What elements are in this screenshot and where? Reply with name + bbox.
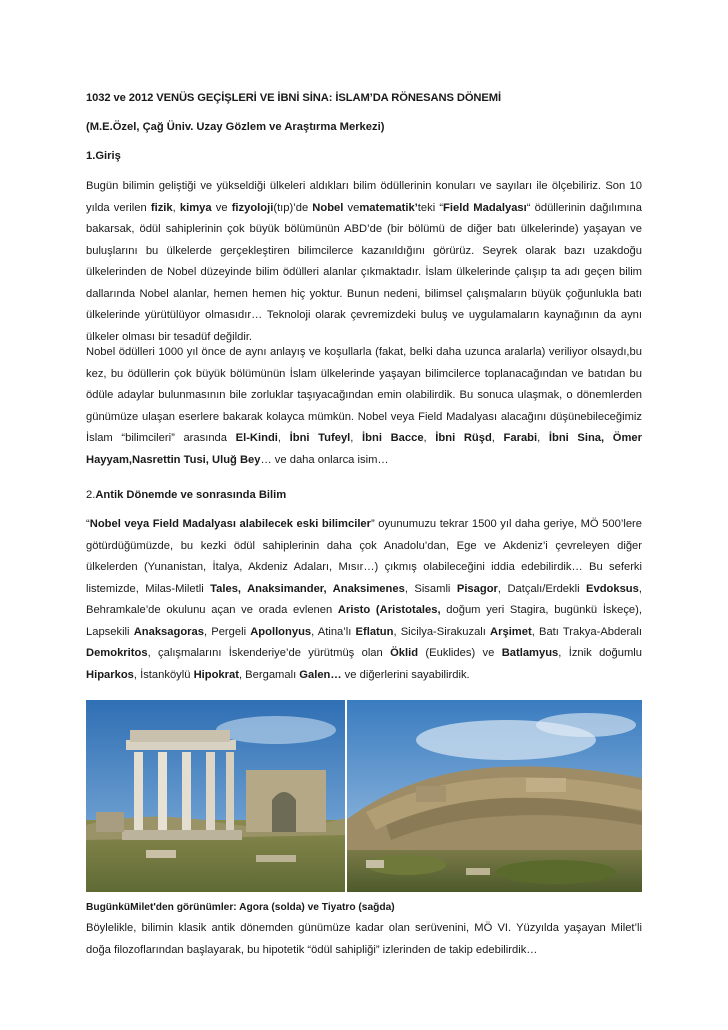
text-run: , xyxy=(350,432,363,444)
bold-run: İbni Tufeyl xyxy=(289,432,351,444)
text-run: , xyxy=(491,432,504,444)
text-run: … ve daha onlarca isim… xyxy=(260,453,389,466)
text-run: ” oyunumuzu tekrar 1500 yıl daha geriye, MÖ 500’lere götürdüğümüzde, bu kezki ödül sahiplerinin daha çok Anadolu’dan, Ege ve Akdeniz’i çevreleyen diğer ülkelerden (Yunanistan, İtalya, Akdeniz Adaları, Mısır…) çıkmış olabileceğini iddia edebilirdik… Bu seferki listemizde, Milas-Miletli xyxy=(86,518,642,595)
bold-run: Nobel xyxy=(312,201,344,214)
text-run: , Sisamli xyxy=(404,582,457,595)
paragraph-4 xyxy=(86,918,642,961)
text-run: , xyxy=(423,432,436,444)
bold-run: Batlamyus xyxy=(501,647,559,659)
bold-run: Galen… xyxy=(299,668,342,681)
text-run: , Sicilya-Sirakuzalı xyxy=(393,625,491,638)
author-line: (M.E.Özel, Çağ Üniv. Uzay Gözlem ve Araştırma Merkezi) xyxy=(86,121,385,133)
text-run: “ ödüllerinin dağılımına bakarsak, ödül sahiplerinin çok büyük bölümünün ABD’de (bir bölümü de diğer batı ülkelerinde) yaşayan ve buluşlarını bu ülkelerde gerçekleştiren bilimcilerce kazanıldığını görürüz. Seyrek olarak bazı uzakdoğu ülkelerinden de Nobel düzeyinde bilim ödülleri alanlar çıkmaktadır. İslam ülkelerinde çalışıp ta adı geçen bilim dallarında Nobel alanlar, hemen hemen hiç yoktur. Bunun nedeni, bilimsel çalışmaların büyük çoğunlukla batı ülkelerinde yürütülüyor olmasıdır… Teknoloji olarak çevremizdeki buluş ve uygulamaların kaynağının da aynı ülkeler olması bir tesadüf değildir. xyxy=(86,201,642,343)
bold-run: Pisagor xyxy=(456,582,498,595)
text-run: Bugün bilimin geliştiği ve yükseldiği ülkeleri aldıkları bilim ödüllerinin konuları ve sayıları ile ölçebiliriz. Son 10 yılda verilen xyxy=(86,180,642,214)
bold-run: kimya xyxy=(179,201,212,214)
bold-run: İbni Rüşd xyxy=(435,432,492,444)
bold-run: El-Kindi xyxy=(235,432,278,444)
text-run: , İznik doğumlu xyxy=(558,647,642,659)
bold-run: Evdoksus xyxy=(586,582,639,595)
text-run: , çalışmalarını İskenderiye’de yürütmüş olan xyxy=(147,647,391,659)
paragraph-1 xyxy=(86,176,642,348)
bold-run: Apollonyus xyxy=(250,625,312,638)
bold-run: fizyoloji xyxy=(231,201,274,214)
bold-run: Öklid xyxy=(390,647,419,659)
bold-run: Hipokrat xyxy=(193,668,239,681)
bold-run: Aristo (Aristotales, xyxy=(337,604,441,616)
text-run: , İstanköylü xyxy=(133,668,194,681)
photo-caption: BugünküMilet'den görünümler: Agora (solda) ve Tiyatro (sağda) xyxy=(86,902,395,913)
bold-run: Eflatun xyxy=(355,625,394,638)
bold-run: Hiparkos xyxy=(86,668,134,681)
text-run: Nobel ödülleri 1000 yıl önce de aynı anlayış ve koşullarla (fakat, belki daha uzunca aralarla) veriliyor olsaydı,bu kez, bu ödüllerin çok büyük bölümünün İslam ülkelerinde yaşayan bilimcilerce toplanacağından ve batıdan bu ödüle adaylar bulunmasının bile zorluklar taşıyacağından emin olabilirdik. Bu sonuca ulaşmak, o dönemlerden günümüze ulaşan eserlere bakarak kolayca mümkün. Nobel veya Field Madalyası alacağını düşünebileceğimiz İslam “bilimcileri” arasında xyxy=(86,346,642,444)
text-run: , Behramkale’de okulunu açan ve orada evlenen xyxy=(86,582,642,616)
text-run: , xyxy=(537,432,549,444)
bold-run: Tales, Anaksimander, Anaksimenes xyxy=(210,582,405,595)
text-run: , Batı Trakya-Abderalı xyxy=(531,625,643,638)
bold-run: Farabi xyxy=(503,432,538,444)
text-run: “ xyxy=(86,518,90,530)
text-run: (Euklides) ve xyxy=(418,647,502,659)
text-run: (tıp)’de xyxy=(273,201,313,214)
section-title: Antik Dönemde ve sonrasında Bilim xyxy=(95,489,287,501)
bold-run: fizik xyxy=(150,201,173,214)
section-number: 2. xyxy=(86,489,96,501)
text-run: ve xyxy=(343,201,360,214)
document-title: 1032 ve 2012 VENÜS GEÇİŞLERİ VE İBNİ SİNA: İSLAM’DA RÖNESANS DÖNEMİ xyxy=(86,92,502,104)
bold-run: Field Madalyası xyxy=(443,201,527,214)
photo-strip xyxy=(86,700,642,892)
bold-run: matematik’ xyxy=(359,201,418,214)
paragraph-3 xyxy=(86,514,642,686)
text-run: , Pergeli xyxy=(203,625,251,638)
section-heading-1: 1.Giriş xyxy=(86,150,121,162)
text-run: teki “ xyxy=(417,201,444,214)
text-run: Böylelikle, bilimin klasik antik dönemden günümüze kadar olan serüvenini, MÖ VI. Yüzyılda yaşayan Milet’li doğa filozoflarından başlayarak, bu hipotetik “ödül sahipliği” izlerinden de takip edebilirdik… xyxy=(86,922,642,956)
text-run: doğum yeri Stagira, bugünkü İskeçe), Lapsekili xyxy=(86,604,642,638)
bold-run: İbni Bacce xyxy=(362,432,424,444)
text-run: , xyxy=(172,201,180,214)
bold-run: Arşimet xyxy=(490,625,532,638)
bold-run: Nobel veya Field Madalyası alabilecek eski bilimciler xyxy=(89,518,372,530)
text-run: , Bergamalı xyxy=(238,668,300,681)
agora-theatre-photos xyxy=(86,700,642,892)
agora-photo xyxy=(86,700,346,892)
text-run: , Datçalı/Erdekli xyxy=(497,582,587,595)
bold-run: Demokritos xyxy=(86,647,148,659)
theatre-photo xyxy=(346,700,642,892)
text-run: , Atina’lı xyxy=(311,625,356,638)
text-run: ve diğerlerini sayabilirdik. xyxy=(341,668,470,681)
text-run: ve xyxy=(211,201,232,214)
text-run: , xyxy=(277,432,290,444)
bold-run: İbni Sina, Ömer Hayyam,Nasrettin Tusi, Uluğ Bey xyxy=(86,432,642,466)
bold-run: Anaksagoras xyxy=(133,625,204,638)
section-heading-2 xyxy=(86,489,286,501)
paragraph-2 xyxy=(86,342,642,471)
